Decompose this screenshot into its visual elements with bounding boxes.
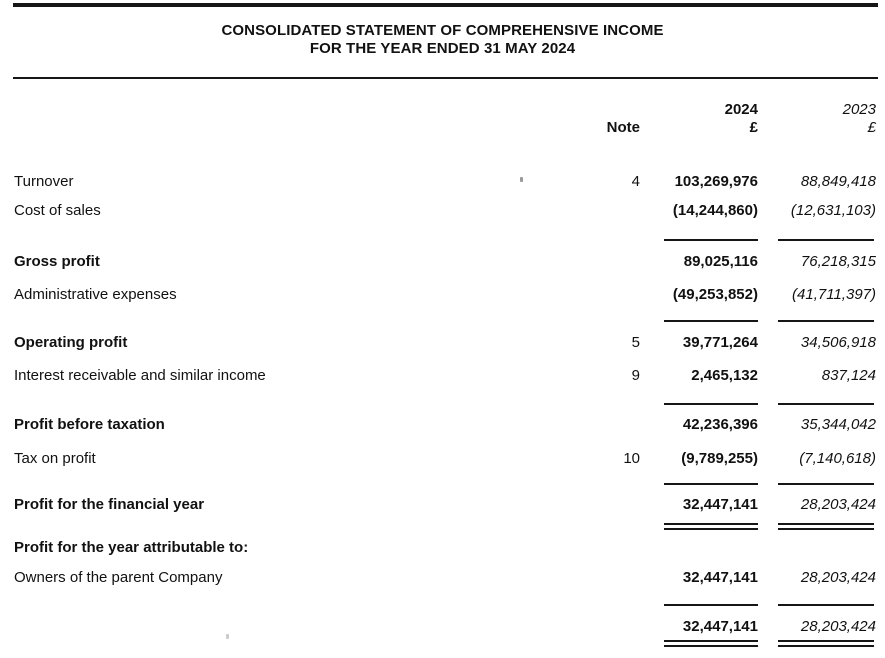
row-label: Profit before taxation (14, 416, 165, 433)
row-label: Cost of sales (14, 202, 101, 219)
scan-artifact (520, 177, 523, 182)
column-header-note: Note (606, 119, 640, 136)
scan-artifact (226, 634, 229, 639)
double-total-rule (778, 523, 874, 530)
row-value-2024: 42,236,396 (682, 416, 758, 433)
title-line-1: CONSOLIDATED STATEMENT OF COMPREHENSIVE INCOME (221, 22, 664, 39)
row-attributable-total (0, 617, 885, 637)
row-note: 4 (631, 173, 640, 190)
row-value-2023: 88,849,418 (800, 173, 876, 190)
column-header-currency-2024: £ (749, 119, 758, 136)
row-note: 9 (631, 367, 640, 384)
row-value-2024: (9,789,255) (681, 450, 758, 467)
subtotal-rule (664, 320, 758, 322)
row-label: Interest receivable and similar income (14, 367, 266, 384)
row-turnover (0, 172, 885, 192)
row-owners-of-parent (0, 568, 885, 588)
row-value-2023: 28,203,424 (800, 618, 876, 635)
subtotal-rule (664, 483, 758, 485)
row-label: Administrative expenses (14, 286, 177, 303)
row-profit-for-financial-year (0, 495, 885, 515)
row-profit-before-taxation (0, 415, 885, 435)
row-label: Profit for the year attributable to: (14, 539, 249, 556)
row-note: 5 (631, 334, 640, 351)
row-value-2024: 32,447,141 (682, 569, 758, 586)
header-divider-rule (13, 77, 878, 79)
row-value-2024: 32,447,141 (682, 618, 758, 635)
row-value-2023: 34,506,918 (800, 334, 876, 351)
row-administrative-expenses (0, 285, 885, 305)
subtotal-rule (778, 239, 874, 241)
row-value-2024: (49,253,852) (672, 286, 758, 303)
row-value-2024: 32,447,141 (682, 496, 758, 513)
subtotal-rule (664, 604, 758, 606)
title-line-2: FOR THE YEAR ENDED 31 MAY 2024 (309, 40, 576, 57)
row-value-2023: 28,203,424 (800, 569, 876, 586)
row-value-2023: 28,203,424 (800, 496, 876, 513)
double-total-rule (778, 640, 874, 647)
row-label: Tax on profit (14, 450, 96, 467)
row-gross-profit (0, 252, 885, 272)
row-value-2023: (7,140,618) (799, 450, 876, 467)
subtotal-rule (778, 604, 874, 606)
row-label: Profit for the financial year (14, 496, 205, 513)
statement-title (0, 22, 885, 58)
column-header-2024: 2024 (724, 101, 758, 118)
row-label: Gross profit (14, 253, 100, 270)
row-value-2023: (41,711,397) (792, 286, 876, 303)
row-value-2024: 39,771,264 (682, 334, 758, 351)
row-label: Owners of the parent Company (14, 569, 223, 586)
subtotal-rule (778, 403, 874, 405)
subtotal-rule (778, 483, 874, 485)
row-label: Operating profit (14, 334, 128, 351)
row-value-2024: 89,025,116 (683, 253, 758, 270)
row-label: Turnover (14, 173, 74, 190)
row-value-2023: (12,631,103) (790, 202, 876, 219)
row-operating-profit (0, 333, 885, 353)
row-value-2023: 76,218,315 (800, 253, 876, 270)
row-interest-receivable (0, 366, 885, 386)
row-value-2023: 837,124 (821, 367, 876, 384)
column-header-currency-2023: £ (867, 119, 876, 136)
subtotal-rule (664, 239, 758, 241)
row-cost-of-sales (0, 201, 885, 221)
page-top-rule (13, 3, 878, 7)
column-header-2023: 2023 (842, 101, 876, 118)
row-value-2023: 35,344,042 (800, 416, 876, 433)
subtotal-rule (778, 320, 874, 322)
row-value-2024: 103,269,976 (674, 173, 758, 190)
row-attributable-heading (0, 538, 885, 558)
subtotal-rule (664, 403, 758, 405)
double-total-rule (664, 523, 758, 530)
double-total-rule (664, 640, 758, 647)
row-tax-on-profit (0, 449, 885, 469)
row-value-2024: (14,244,860) (672, 202, 758, 219)
row-note: 10 (623, 450, 640, 467)
row-value-2024: 2,465,132 (691, 367, 758, 384)
